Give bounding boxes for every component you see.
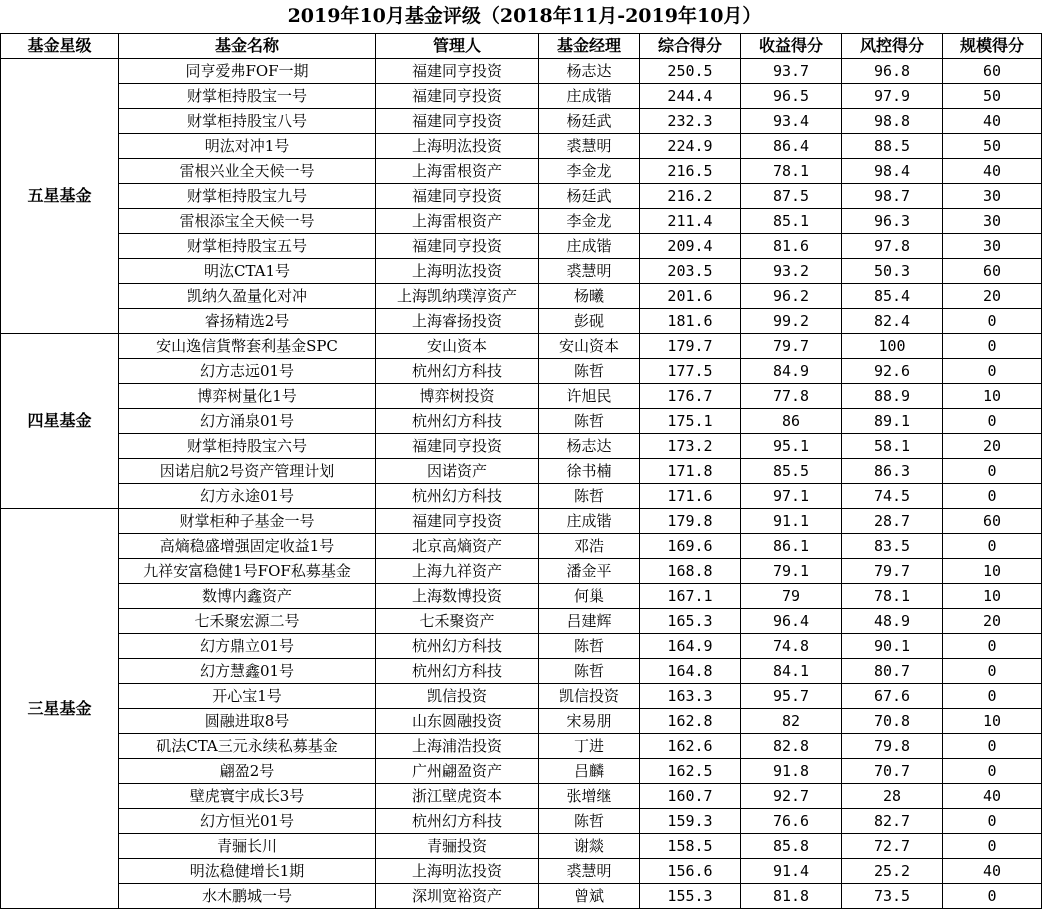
scale-score-cell: 40 (943, 109, 1042, 134)
table-row (1, 684, 1042, 709)
manager-cell: 博弈树投资 (376, 384, 539, 409)
fund-manager-cell: 裘慧明 (539, 259, 640, 284)
table-row (1, 159, 1042, 184)
return-score-cell: 92.7 (741, 784, 842, 809)
fund-manager-cell: 裘慧明 (539, 859, 640, 884)
fund-manager-cell: 杨廷武 (539, 109, 640, 134)
manager-cell: 因诺资产 (376, 459, 539, 484)
star-rating-cell: 三星基金 (1, 509, 119, 909)
total-score-cell: 250.5 (640, 59, 741, 84)
table-row (1, 809, 1042, 834)
scale-score-cell: 0 (943, 809, 1042, 834)
manager-cell: 福建同亨投资 (376, 509, 539, 534)
return-score-cell: 79.7 (741, 334, 842, 359)
table-row (1, 209, 1042, 234)
fund-manager-cell: 谢燚 (539, 834, 640, 859)
return-score-cell: 85.8 (741, 834, 842, 859)
scale-score-cell: 0 (943, 409, 1042, 434)
return-score-cell: 93.7 (741, 59, 842, 84)
fund-name-cell: 雷根添宝全天候一号 (119, 209, 376, 234)
fund-manager-cell: 丁进 (539, 734, 640, 759)
scale-score-cell: 60 (943, 59, 1042, 84)
table-row (1, 509, 1042, 534)
manager-cell: 福建同亨投资 (376, 109, 539, 134)
table-row (1, 484, 1042, 509)
manager-cell: 北京高熵资产 (376, 534, 539, 559)
scale-score-cell: 60 (943, 509, 1042, 534)
return-score-cell: 91.1 (741, 509, 842, 534)
total-score-cell: 168.8 (640, 559, 741, 584)
manager-cell: 上海睿扬投资 (376, 309, 539, 334)
fund-name-cell: 同亨爱弗FOF一期 (119, 59, 376, 84)
return-score-cell: 96.4 (741, 609, 842, 634)
total-score-cell: 179.7 (640, 334, 741, 359)
manager-cell: 上海凯纳璞淳资产 (376, 284, 539, 309)
total-score-cell: 177.5 (640, 359, 741, 384)
table-row (1, 334, 1042, 359)
fund-manager-cell: 吕麟 (539, 759, 640, 784)
risk-score-cell: 50.3 (842, 259, 943, 284)
total-score-cell: 159.3 (640, 809, 741, 834)
return-score-cell: 79 (741, 584, 842, 609)
scale-score-cell: 50 (943, 84, 1042, 109)
header-fund-name: 基金名称 (119, 34, 376, 59)
scale-score-cell: 0 (943, 759, 1042, 784)
risk-score-cell: 92.6 (842, 359, 943, 384)
return-score-cell: 91.4 (741, 859, 842, 884)
total-score-cell: 164.9 (640, 634, 741, 659)
manager-cell: 杭州幻方科技 (376, 484, 539, 509)
fund-manager-cell: 杨志达 (539, 434, 640, 459)
manager-cell: 福建同亨投资 (376, 59, 539, 84)
fund-manager-cell: 安山资本 (539, 334, 640, 359)
manager-cell: 广州翩盈资产 (376, 759, 539, 784)
total-score-cell: 209.4 (640, 234, 741, 259)
manager-cell: 福建同亨投资 (376, 234, 539, 259)
table-row (1, 759, 1042, 784)
risk-score-cell: 98.7 (842, 184, 943, 209)
table-row (1, 859, 1042, 884)
manager-cell: 福建同亨投资 (376, 84, 539, 109)
manager-cell: 深圳宽裕资产 (376, 884, 539, 909)
header-risk-score: 风控得分 (842, 34, 943, 59)
fund-name-cell: 幻方永途01号 (119, 484, 376, 509)
total-score-cell: 155.3 (640, 884, 741, 909)
fund-name-cell: 数博内鑫资产 (119, 584, 376, 609)
scale-score-cell: 10 (943, 559, 1042, 584)
return-score-cell: 74.8 (741, 634, 842, 659)
manager-cell: 上海数博投资 (376, 584, 539, 609)
table-row (1, 134, 1042, 159)
scale-score-cell: 40 (943, 784, 1042, 809)
fund-name-cell: 雷根兴业全天候一号 (119, 159, 376, 184)
total-score-cell: 176.7 (640, 384, 741, 409)
return-score-cell: 82.8 (741, 734, 842, 759)
risk-score-cell: 96.3 (842, 209, 943, 234)
star-rating-cell: 五星基金 (1, 59, 119, 334)
fund-name-cell: 财掌柜种子基金一号 (119, 509, 376, 534)
fund-name-cell: 高熵稳盛增强固定收益1号 (119, 534, 376, 559)
risk-score-cell: 72.7 (842, 834, 943, 859)
return-score-cell: 81.6 (741, 234, 842, 259)
scale-score-cell: 0 (943, 334, 1042, 359)
return-score-cell: 84.9 (741, 359, 842, 384)
fund-name-cell: 财掌柜持股宝一号 (119, 84, 376, 109)
scale-score-cell: 30 (943, 209, 1042, 234)
fund-manager-cell: 张增继 (539, 784, 640, 809)
fund-name-cell: 明汯稳健增长1期 (119, 859, 376, 884)
return-score-cell: 77.8 (741, 384, 842, 409)
header-row (1, 34, 1042, 59)
fund-manager-cell: 庄成锴 (539, 509, 640, 534)
table-row (1, 259, 1042, 284)
fund-name-cell: 圆融进取8号 (119, 709, 376, 734)
manager-cell: 凯信投资 (376, 684, 539, 709)
total-score-cell: 211.4 (640, 209, 741, 234)
scale-score-cell: 0 (943, 309, 1042, 334)
fund-name-cell: 财掌柜持股宝九号 (119, 184, 376, 209)
scale-score-cell: 10 (943, 584, 1042, 609)
total-score-cell: 171.8 (640, 459, 741, 484)
total-score-cell: 156.6 (640, 859, 741, 884)
fund-manager-cell: 杨廷武 (539, 184, 640, 209)
total-score-cell: 171.6 (640, 484, 741, 509)
risk-score-cell: 79.8 (842, 734, 943, 759)
fund-name-cell: 明汯对冲1号 (119, 134, 376, 159)
scale-score-cell: 20 (943, 609, 1042, 634)
risk-score-cell: 70.7 (842, 759, 943, 784)
fund-name-cell: 翩盈2号 (119, 759, 376, 784)
header-return-score: 收益得分 (741, 34, 842, 59)
manager-cell: 青骊投资 (376, 834, 539, 859)
table-row (1, 384, 1042, 409)
return-score-cell: 96.5 (741, 84, 842, 109)
risk-score-cell: 96.8 (842, 59, 943, 84)
return-score-cell: 93.4 (741, 109, 842, 134)
fund-rating-table (0, 33, 1042, 909)
fund-manager-cell: 许旭民 (539, 384, 640, 409)
header-star-rating: 基金星级 (1, 34, 119, 59)
risk-score-cell: 73.5 (842, 884, 943, 909)
table-row (1, 359, 1042, 384)
risk-score-cell: 90.1 (842, 634, 943, 659)
fund-manager-cell: 陈哲 (539, 809, 640, 834)
fund-name-cell: 开心宝1号 (119, 684, 376, 709)
table-row (1, 559, 1042, 584)
fund-manager-cell: 邓浩 (539, 534, 640, 559)
table-row (1, 109, 1042, 134)
manager-cell: 上海九祥资产 (376, 559, 539, 584)
scale-score-cell: 40 (943, 859, 1042, 884)
scale-score-cell: 0 (943, 634, 1042, 659)
table-row (1, 59, 1042, 84)
fund-name-cell: 水木鹏城一号 (119, 884, 376, 909)
total-score-cell: 162.8 (640, 709, 741, 734)
risk-score-cell: 97.9 (842, 84, 943, 109)
fund-name-cell: 壁虎寰宇成长3号 (119, 784, 376, 809)
return-score-cell: 93.2 (741, 259, 842, 284)
table-row (1, 659, 1042, 684)
header-manager: 管理人 (376, 34, 539, 59)
return-score-cell: 86.1 (741, 534, 842, 559)
table-row (1, 284, 1042, 309)
manager-cell: 山东圆融投资 (376, 709, 539, 734)
manager-cell: 上海雷根资产 (376, 209, 539, 234)
scale-score-cell: 20 (943, 434, 1042, 459)
fund-name-cell: 安山逸信貨幣套利基金SPC (119, 334, 376, 359)
return-score-cell: 95.7 (741, 684, 842, 709)
return-score-cell: 81.8 (741, 884, 842, 909)
return-score-cell: 95.1 (741, 434, 842, 459)
manager-cell: 上海雷根资产 (376, 159, 539, 184)
table-row (1, 184, 1042, 209)
fund-name-cell: 睿扬精选2号 (119, 309, 376, 334)
fund-name-cell: 青骊长川 (119, 834, 376, 859)
scale-score-cell: 60 (943, 259, 1042, 284)
risk-score-cell: 88.5 (842, 134, 943, 159)
risk-score-cell: 48.9 (842, 609, 943, 634)
return-score-cell: 86.4 (741, 134, 842, 159)
risk-score-cell: 83.5 (842, 534, 943, 559)
fund-manager-cell: 吕建辉 (539, 609, 640, 634)
total-score-cell: 169.6 (640, 534, 741, 559)
risk-score-cell: 82.7 (842, 809, 943, 834)
risk-score-cell: 82.4 (842, 309, 943, 334)
fund-manager-cell: 庄成锴 (539, 234, 640, 259)
manager-cell: 杭州幻方科技 (376, 409, 539, 434)
total-score-cell: 173.2 (640, 434, 741, 459)
total-score-cell: 181.6 (640, 309, 741, 334)
table-row (1, 584, 1042, 609)
total-score-cell: 158.5 (640, 834, 741, 859)
table-row (1, 884, 1042, 909)
manager-cell: 上海明汯投资 (376, 859, 539, 884)
fund-name-cell: 财掌柜持股宝六号 (119, 434, 376, 459)
fund-manager-cell: 陈哲 (539, 409, 640, 434)
return-score-cell: 76.6 (741, 809, 842, 834)
risk-score-cell: 85.4 (842, 284, 943, 309)
fund-manager-cell: 李金龙 (539, 159, 640, 184)
manager-cell: 七禾聚资产 (376, 609, 539, 634)
return-score-cell: 86 (741, 409, 842, 434)
manager-cell: 杭州幻方科技 (376, 659, 539, 684)
table-row (1, 84, 1042, 109)
scale-score-cell: 0 (943, 459, 1042, 484)
return-score-cell: 91.8 (741, 759, 842, 784)
manager-cell: 杭州幻方科技 (376, 359, 539, 384)
manager-cell: 上海浦浩投资 (376, 734, 539, 759)
risk-score-cell: 28 (842, 784, 943, 809)
fund-manager-cell: 潘金平 (539, 559, 640, 584)
risk-score-cell: 58.1 (842, 434, 943, 459)
scale-score-cell: 10 (943, 384, 1042, 409)
table-row (1, 834, 1042, 859)
fund-manager-cell: 杨志达 (539, 59, 640, 84)
total-score-cell: 163.3 (640, 684, 741, 709)
scale-score-cell: 40 (943, 159, 1042, 184)
table-row (1, 434, 1042, 459)
fund-name-cell: 幻方恒光01号 (119, 809, 376, 834)
total-score-cell: 216.2 (640, 184, 741, 209)
fund-name-cell: 矶法CTA三元永续私募基金 (119, 734, 376, 759)
scale-score-cell: 0 (943, 534, 1042, 559)
scale-score-cell: 30 (943, 184, 1042, 209)
scale-score-cell: 0 (943, 834, 1042, 859)
risk-score-cell: 89.1 (842, 409, 943, 434)
fund-name-cell: 幻方涌泉01号 (119, 409, 376, 434)
table-row (1, 234, 1042, 259)
total-score-cell: 201.6 (640, 284, 741, 309)
total-score-cell: 167.1 (640, 584, 741, 609)
scale-score-cell: 30 (943, 234, 1042, 259)
manager-cell: 安山资本 (376, 334, 539, 359)
fund-manager-cell: 陈哲 (539, 634, 640, 659)
fund-name-cell: 幻方鼎立01号 (119, 634, 376, 659)
scale-score-cell: 10 (943, 709, 1042, 734)
header-fund-manager: 基金经理 (539, 34, 640, 59)
fund-manager-cell: 陈哲 (539, 484, 640, 509)
manager-cell: 杭州幻方科技 (376, 809, 539, 834)
total-score-cell: 160.7 (640, 784, 741, 809)
table-body (1, 59, 1042, 909)
scale-score-cell: 0 (943, 884, 1042, 909)
total-score-cell: 216.5 (640, 159, 741, 184)
fund-manager-cell: 何巢 (539, 584, 640, 609)
fund-name-cell: 七禾聚宏源二号 (119, 609, 376, 634)
risk-score-cell: 97.8 (842, 234, 943, 259)
manager-cell: 杭州幻方科技 (376, 634, 539, 659)
manager-cell: 上海明汯投资 (376, 259, 539, 284)
fund-manager-cell: 陈哲 (539, 659, 640, 684)
total-score-cell: 244.4 (640, 84, 741, 109)
manager-cell: 上海明汯投资 (376, 134, 539, 159)
fund-manager-cell: 徐书楠 (539, 459, 640, 484)
return-score-cell: 96.2 (741, 284, 842, 309)
fund-name-cell: 财掌柜持股宝五号 (119, 234, 376, 259)
table-row (1, 609, 1042, 634)
risk-score-cell: 80.7 (842, 659, 943, 684)
table-row (1, 634, 1042, 659)
return-score-cell: 97.1 (741, 484, 842, 509)
manager-cell: 福建同亨投资 (376, 184, 539, 209)
scale-score-cell: 50 (943, 134, 1042, 159)
return-score-cell: 82 (741, 709, 842, 734)
fund-manager-cell: 裘慧明 (539, 134, 640, 159)
table-title: 2019年10月基金评级（2018年11月-2019年10月） (287, 5, 762, 27)
risk-score-cell: 79.7 (842, 559, 943, 584)
fund-name-cell: 明汯CTA1号 (119, 259, 376, 284)
scale-score-cell: 0 (943, 659, 1042, 684)
total-score-cell: 162.6 (640, 734, 741, 759)
fund-name-cell: 幻方慧鑫01号 (119, 659, 376, 684)
return-score-cell: 99.2 (741, 309, 842, 334)
table-row (1, 534, 1042, 559)
manager-cell: 浙江壁虎资本 (376, 784, 539, 809)
fund-name-cell: 财掌柜持股宝八号 (119, 109, 376, 134)
header-total-score: 综合得分 (640, 34, 741, 59)
fund-manager-cell: 庄成锴 (539, 84, 640, 109)
risk-score-cell: 86.3 (842, 459, 943, 484)
table-row (1, 709, 1042, 734)
total-score-cell: 179.8 (640, 509, 741, 534)
scale-score-cell: 0 (943, 359, 1042, 384)
return-score-cell: 87.5 (741, 184, 842, 209)
total-score-cell: 232.3 (640, 109, 741, 134)
table-row (1, 459, 1042, 484)
total-score-cell: 164.8 (640, 659, 741, 684)
fund-name-cell: 凯纳久盈量化对冲 (119, 284, 376, 309)
total-score-cell: 224.9 (640, 134, 741, 159)
risk-score-cell: 98.4 (842, 159, 943, 184)
fund-manager-cell: 杨曦 (539, 284, 640, 309)
total-score-cell: 175.1 (640, 409, 741, 434)
return-score-cell: 78.1 (741, 159, 842, 184)
fund-name-cell: 幻方志远01号 (119, 359, 376, 384)
scale-score-cell: 0 (943, 484, 1042, 509)
fund-manager-cell: 李金龙 (539, 209, 640, 234)
fund-manager-cell: 陈哲 (539, 359, 640, 384)
star-rating-cell: 四星基金 (1, 334, 119, 509)
total-score-cell: 162.5 (640, 759, 741, 784)
fund-manager-cell: 凯信投资 (539, 684, 640, 709)
total-score-cell: 203.5 (640, 259, 741, 284)
risk-score-cell: 74.5 (842, 484, 943, 509)
risk-score-cell: 28.7 (842, 509, 943, 534)
table-row (1, 409, 1042, 434)
scale-score-cell: 0 (943, 684, 1042, 709)
risk-score-cell: 88.9 (842, 384, 943, 409)
scale-score-cell: 0 (943, 734, 1042, 759)
scale-score-cell: 20 (943, 284, 1042, 309)
table-row (1, 309, 1042, 334)
fund-name-cell: 博弈树量化1号 (119, 384, 376, 409)
fund-manager-cell: 彭砚 (539, 309, 640, 334)
risk-score-cell: 98.8 (842, 109, 943, 134)
return-score-cell: 84.1 (741, 659, 842, 684)
risk-score-cell: 100 (842, 334, 943, 359)
fund-manager-cell: 曾斌 (539, 884, 640, 909)
return-score-cell: 79.1 (741, 559, 842, 584)
return-score-cell: 85.5 (741, 459, 842, 484)
fund-manager-cell: 宋易朋 (539, 709, 640, 734)
risk-score-cell: 67.6 (842, 684, 943, 709)
total-score-cell: 165.3 (640, 609, 741, 634)
table-row (1, 784, 1042, 809)
return-score-cell: 85.1 (741, 209, 842, 234)
risk-score-cell: 78.1 (842, 584, 943, 609)
fund-name-cell: 九祥安富稳健1号FOF私募基金 (119, 559, 376, 584)
risk-score-cell: 25.2 (842, 859, 943, 884)
fund-name-cell: 因诺启航2号资产管理计划 (119, 459, 376, 484)
header-scale-score: 规模得分 (943, 34, 1042, 59)
table-row (1, 734, 1042, 759)
manager-cell: 福建同亨投资 (376, 434, 539, 459)
risk-score-cell: 70.8 (842, 709, 943, 734)
